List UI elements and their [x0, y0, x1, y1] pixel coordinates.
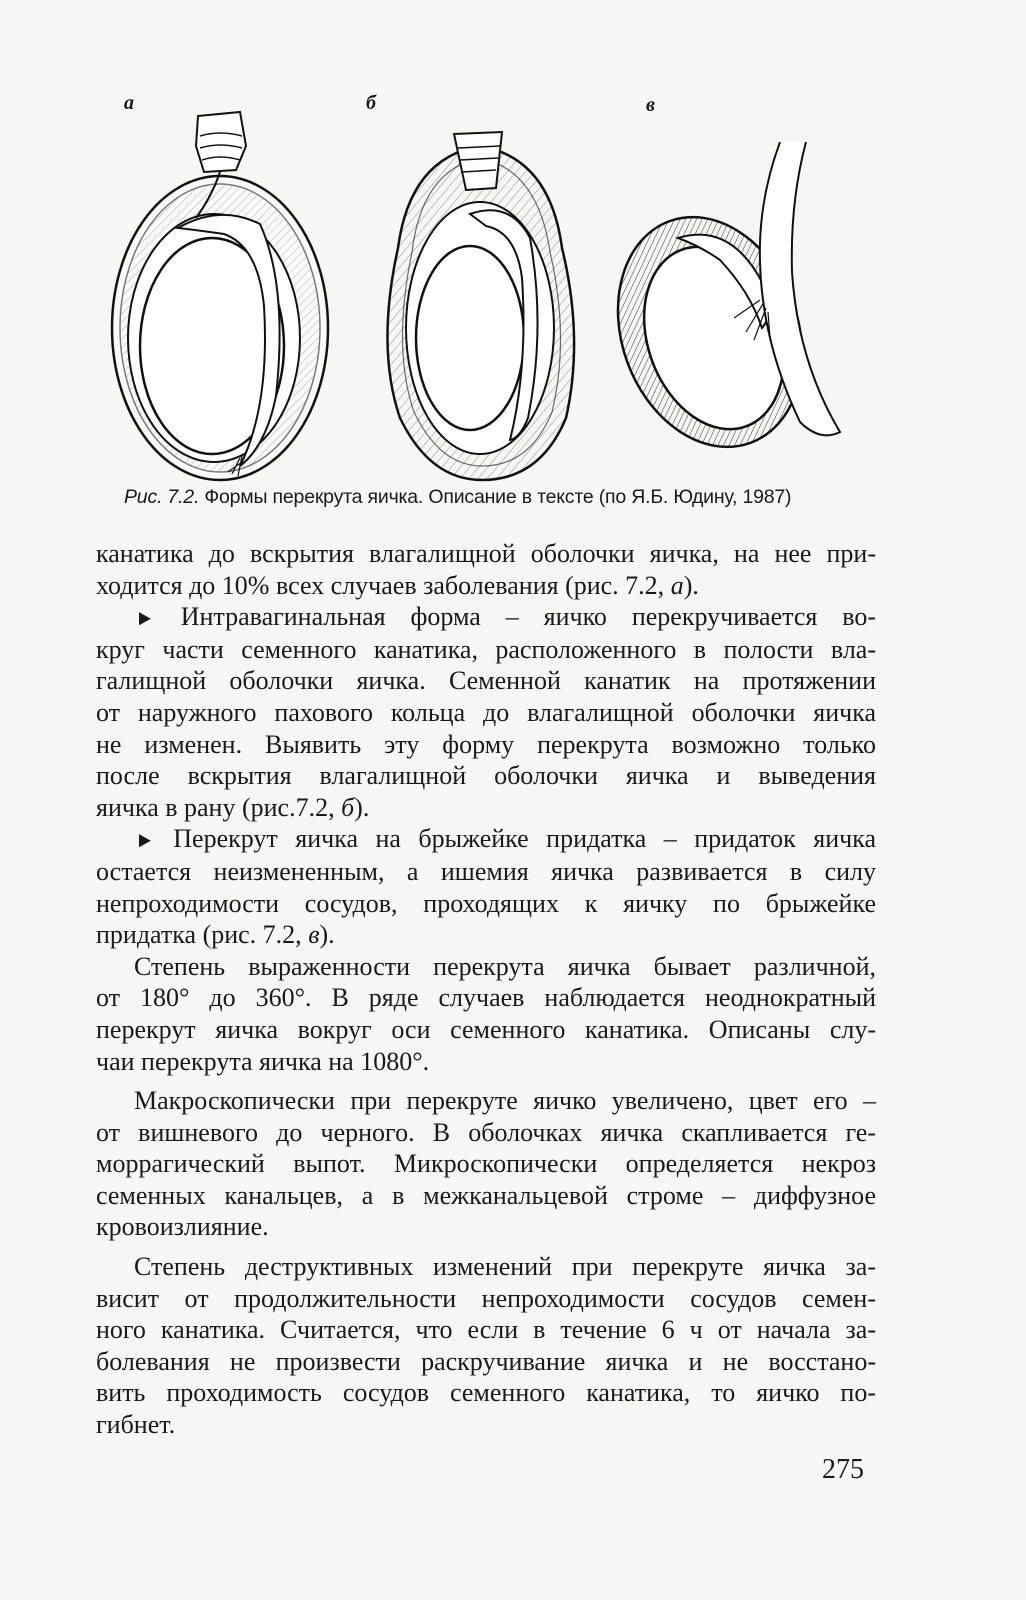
text-line: моррагический выпот. Микроскопически определяется некроз	[96, 1149, 876, 1179]
paragraph-4	[96, 951, 876, 1077]
body-text	[96, 538, 876, 1441]
text-line: галищной оболочки яичка. Семенной канатик на протяжении	[96, 666, 876, 696]
paragraph-5	[96, 1085, 876, 1243]
text-line: от наружного пахового кольца до влагалищной оболочки яичка	[96, 697, 876, 727]
text-line: яичка в рану (рис.7.2, б).	[96, 792, 370, 822]
text-line: от 180° до 360°. В ряде случаев наблюдается неоднократный	[96, 983, 876, 1013]
text-line: остается неизмененным, а ишемия яичка развивается в силу	[96, 856, 876, 886]
paragraph-1	[96, 538, 876, 601]
text-line: придатка (рис. 7.2, в).	[96, 920, 335, 950]
text-line: вить проходимость сосудов семенного канатика, то яичко по-	[96, 1378, 876, 1408]
text-line: от вишневого до черного. В оболочках яичка скапливается ге-	[96, 1117, 876, 1147]
text-line: ходится до 10% всех случаев заболевания (рис. 7.2, а).	[96, 570, 699, 600]
page-number: 275	[822, 1454, 864, 1485]
bullet-icon: ►	[135, 605, 155, 631]
figure-7-2	[100, 90, 900, 490]
text-line: висит от продолжительности непроходимости сосудов семен-	[96, 1283, 876, 1313]
figure-label-c: в	[646, 94, 655, 116]
text-line: кровоизлияние.	[96, 1212, 269, 1242]
text-line: непроходимости сосудов, проходящих к яичку по брыжейке	[96, 888, 876, 918]
figure-label-b: б	[366, 92, 376, 114]
text-line: ► Перекрут яичка на брыжейке придатка – придаток яичка	[96, 823, 876, 856]
text-line: круг части семенного канатика, расположенного в полости вла-	[96, 634, 876, 664]
text-line: после вскрытия влагалищной оболочки яичка и выведения	[96, 761, 876, 791]
text-line: Макроскопически при перекруте яичко увеличено, цвет его –	[134, 1086, 876, 1116]
drawing-extravaginal-torsion	[100, 106, 350, 486]
bullet-icon: ►	[135, 827, 155, 853]
text-line: канатика до вскрытия влагалищной оболочки яичка, на нее при-	[96, 539, 876, 568]
drawing-mesorchium-torsion	[610, 142, 880, 462]
text-line: семенных канальцев, а в межканальцевой строме – диффузное	[96, 1180, 876, 1210]
caption-text: Формы перекрута яичка. Описание в тексте (по Я.Б. Юдину, 1987)	[199, 486, 792, 508]
text-line: гибнет.	[96, 1410, 176, 1440]
text-line: болевания не произвести раскручивание яичка и не восстано-	[96, 1346, 876, 1376]
text-line: Степень деструктивных изменений при перекруте яичка за-	[134, 1252, 876, 1282]
text-line: ► Интравагинальная форма – яичко перекручивается во-	[96, 601, 876, 634]
text-line: Степень выраженности перекрута яичка бывает различной,	[134, 951, 876, 981]
text-line: чаи перекрута яичка на 1080°.	[96, 1046, 430, 1076]
text-line: не изменен. Выявить эту форму перекрута возможно только	[96, 729, 876, 759]
text-line: ного канатика. Считается, что если в течение 6 ч от начала за-	[96, 1315, 876, 1345]
figure-caption	[124, 486, 924, 509]
figure-label-a: а	[124, 92, 134, 114]
paragraph-3	[96, 823, 876, 950]
caption-figure-reference: Рис. 7.2.	[124, 486, 200, 508]
paragraph-6	[96, 1251, 876, 1441]
paragraph-2	[96, 601, 876, 823]
drawing-intravaginal-torsion	[370, 128, 590, 488]
text-line: перекрут яичка вокруг оси семенного канатика. Описаны слу-	[96, 1014, 876, 1044]
